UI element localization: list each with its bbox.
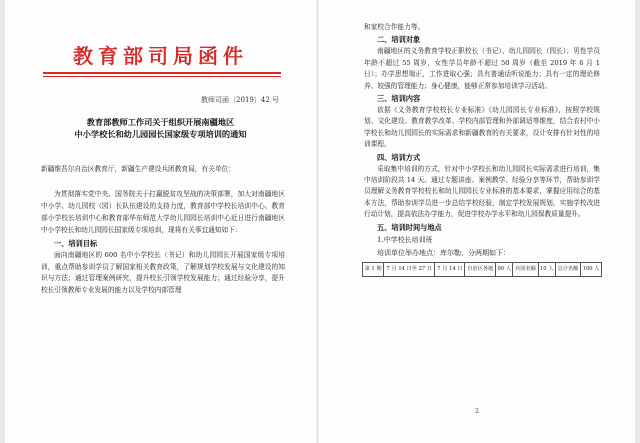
title-line-1: 教育部教师工作司关于组织开展南疆地区 bbox=[86, 117, 235, 127]
table-cell: 第 1 期 bbox=[363, 262, 384, 276]
document-page-left bbox=[5, 0, 316, 443]
section-4-paragraph: 采取集中培训的方式，针对中小学校长和幼儿园园长实际需求进行培训，集中培训阶段共 14 天。通过专题讲座、案例教学、经验分享等环节，帮助参训学员理解义务教育学校校长和幼儿园园长专业标准的基本要求，掌握应用综合的基本方法，帮助参训学员进一步总结学校经验，制定学校发展规划，实施学校改进行动计划，提高依法办学能力，促进学校办学水平和幼儿园保教质量提升。 bbox=[364, 164, 600, 219]
table-cell: 兵团名额 bbox=[513, 262, 538, 276]
table-cell: 自治区各地 bbox=[465, 262, 496, 276]
document-page-right bbox=[319, 0, 635, 443]
section-4-heading: 四、培训方式 bbox=[377, 152, 421, 162]
table-cell: 10 人 bbox=[538, 262, 555, 276]
letterhead-rule-thin bbox=[43, 76, 281, 77]
table-cell: 总计名额 bbox=[555, 262, 580, 276]
right-body bbox=[364, 22, 600, 277]
document-title bbox=[5, 116, 316, 140]
addressee: 新疆维吾尔自治区教育厅，新疆生产建设兵团教育局，有关单位： bbox=[41, 165, 235, 173]
section-2-heading: 二、培训对象 bbox=[377, 35, 421, 45]
table-cell: 100 人 bbox=[581, 262, 602, 276]
letterhead-rule-thick bbox=[43, 72, 281, 74]
section-1-paragraph: 面向南疆地区的 600 名中小学校长（书记）和幼儿园园长开展国家级专项培训，重点帮助参训学员了解国家相关教育政策，了解规划学校发展与文化建设的知识与方法；通过管理案例研究，提升校长引领学校发展能力；通过经验分享，提升校长引领教师专业发展的能力以及学校内部管理 bbox=[41, 250, 285, 295]
document-number: 教师司函〔2019〕42 号 bbox=[201, 96, 279, 104]
title-line-2: 中小学校长和幼儿园园长国家级专项培训的通知 bbox=[74, 129, 247, 139]
intro-paragraph: 为贯彻落实党中央、国务院关于打赢脱贫攻坚战的决策部署，加大对南疆地区中小学、幼儿园校（园）长队伍建设的支持力度，教育部中学校长培训中心、教育部小学校长培训中心和教育部华东师范大学幼儿园园长培训中心近日进行南疆地区中小学校长和幼儿园园长国家级专项培训，现将有关事宜通知如下： bbox=[41, 190, 285, 234]
section-2-paragraph: 南疆地区的义务教育学校正职校长（书记）、幼儿园园长（园长）；男性学员年龄不超过 55 周岁，女性学员年龄不超过 50 周岁（截至 2019 年 6 月 1 日）；办学思想端正，工作进取心强；具有普通话听说能力；具有一定的理论修养、较强的管理能力；身心健康，能够正常参加培训学习活动。 bbox=[364, 47, 600, 90]
section-3-heading: 三、培训内容 bbox=[377, 94, 421, 104]
subsection-1-heading: 1.中学校长培训班 bbox=[377, 235, 433, 244]
page-number: 2 bbox=[475, 408, 479, 415]
location-line: 培训单位举办地点：库尔勒，分两期如下： bbox=[377, 248, 510, 257]
schedule-table bbox=[362, 262, 602, 277]
section-5-heading: 五、培训时间与地点 bbox=[377, 222, 442, 232]
section-1-heading: 一、培训目标 bbox=[54, 238, 98, 248]
table-cell: 7 月 14 日 bbox=[435, 262, 465, 276]
table-row bbox=[363, 262, 602, 276]
table-cell: 90 人 bbox=[495, 262, 512, 276]
carryover-text: 和家校合作能力等。 bbox=[364, 23, 425, 31]
table-cell: 7 月 14 日至 27 日 bbox=[384, 262, 435, 276]
section-3-paragraph: 依据《义务教育学校校长专业标准》《幼儿园园长专业标准》，按照学校规划、文化建设、教育教学改革、学校内部管理和外部调适等维度，结合农村中小学校长和幼儿园园长的实际需求和新疆教育的有关要求，设计安排有针对性的培训课程。 bbox=[364, 106, 600, 149]
letterhead: 教育部司局函件 bbox=[73, 44, 248, 68]
left-body bbox=[41, 189, 285, 297]
